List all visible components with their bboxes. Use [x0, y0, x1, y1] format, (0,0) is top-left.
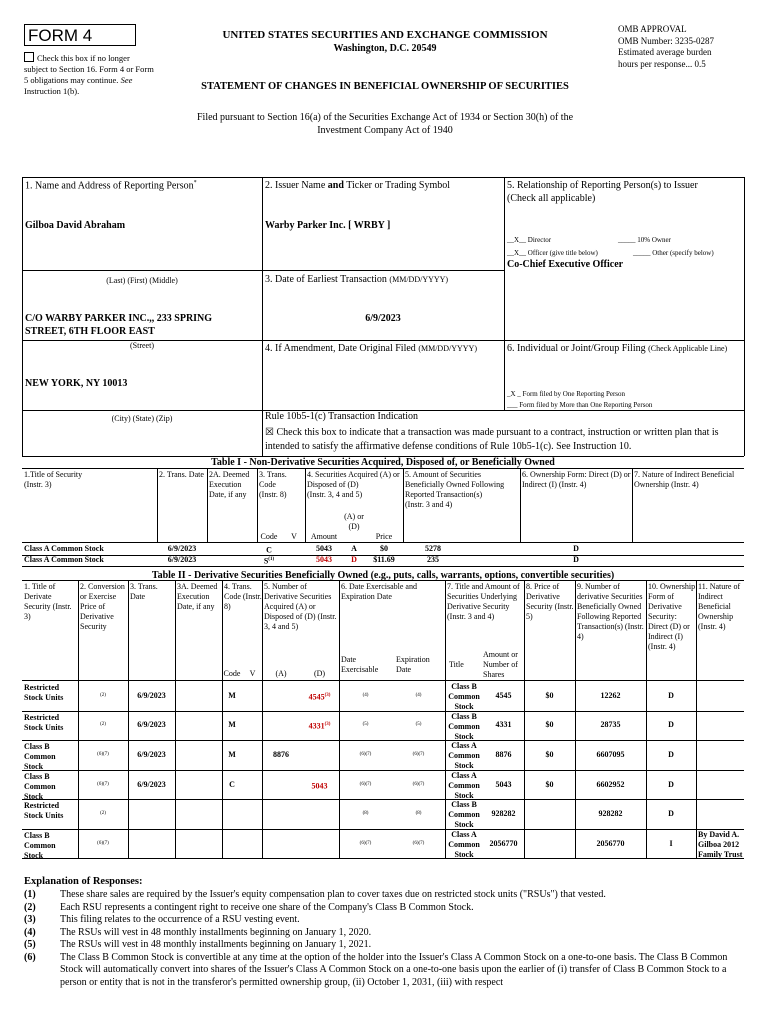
reporting-person-name: Gilboa David Abraham — [25, 220, 126, 231]
explanation-number: (6) — [24, 951, 36, 963]
rule-10b5-checkbox[interactable]: ☒ — [265, 427, 274, 438]
box4-label: 4. If Amendment, Date Original Filed (MM/DD/YYYY) — [265, 343, 477, 354]
t2-row-price: $0 — [545, 720, 554, 730]
t2-row-expiration: (6)(7) — [412, 781, 425, 787]
t2-sub-title: Title — [449, 660, 464, 669]
t2-h-owned: 9. Number of derivative Securities Beneficially Owned Following Reported Transaction(s) (Instr. 4) — [577, 582, 644, 641]
explanation-item — [24, 902, 744, 915]
t2-row-date: 6/9/2023 — [137, 779, 166, 789]
rule-10b5-text: ☒ Check this box to indicate that a transaction was made pursuant to a contract, instruction or written plan that is intended to satisfy the affirmative defense conditions of Rule 10b5-1(c). See Instruction 10. — [265, 427, 719, 452]
t1-h-deemed: 2A. Deemed Execution Date, if any — [209, 470, 250, 499]
t2-row-exercisable: (4) — [362, 692, 369, 698]
t2-row-code: M — [228, 750, 236, 759]
t1-h-acquired: 4. Securities Acquired (A) or Disposed of (D) (Instr. 3, 4 and 5) — [307, 470, 400, 499]
t1-row-aord: D — [351, 555, 357, 564]
t2-row-underlying-amount: 2056770 — [489, 838, 518, 848]
explanation-item — [24, 927, 744, 940]
t1-row-aord: A — [351, 544, 357, 553]
t1-sub-price: Price — [375, 532, 393, 541]
explanation-text: These share sales are required by the Issuer's equity compensation plan to cover taxes due on restricted stock units ("RSUs") that vested. — [60, 889, 606, 900]
t2-h-number: 5. Number of Derivative Securities Acquired (A) or Disposed of (D) (Instr. 3, 4 and 5) — [264, 582, 337, 631]
issuer-name: Warby Parker Inc. [ WRBY ] — [265, 220, 391, 231]
t2-sub-a: (A) — [275, 669, 287, 678]
t2-row-price: $0 — [545, 750, 554, 759]
t2-row-title: Class B Common Stock — [24, 742, 56, 772]
t2-row-price: $0 — [545, 779, 554, 789]
t2-row-disposed — [300, 780, 339, 792]
t1-h-title: 1.Title of Security (Instr. 3) — [24, 470, 83, 489]
t2-row-conversion: (2) — [100, 692, 106, 698]
omb-burden: Estimated average burden — [618, 47, 712, 57]
t2-row-nature: By David A. Gilboa 2012 Family Trust — [698, 830, 743, 859]
rule-10b5-title: Rule 10b5-1(c) Transaction Indication — [265, 411, 419, 422]
t2-row-exercisable: (6)(7) — [359, 781, 372, 787]
t1-h-amount-owned: 5. Amount of Securities Beneficially Owned Following Reported Transaction(s) (Instr. 3 and 4) — [405, 470, 505, 509]
form-title: FORM 4 — [24, 24, 136, 46]
t2-h-price: 8. Price of Derivative Security (Instr. 5) — [526, 582, 574, 621]
filed-pursuant — [130, 111, 640, 137]
t2-h-date: 3. Trans. Date — [130, 582, 158, 601]
t2-row-exercisable: (5) — [362, 722, 369, 728]
t2-row-owned: 28735 — [600, 720, 621, 730]
table2-row-divider — [22, 799, 744, 800]
t1-row-code — [257, 544, 281, 556]
t2-row-underlying-amount: 4331 — [495, 720, 512, 730]
t1-h-nature: 7. Nature of Indirect Beneficial Ownership (Instr. 4) — [634, 470, 735, 489]
t2-h-ownership-form: 10. Ownership Form of Derivative Security: Direct (D) or Indirect (I) (Instr. 4) — [648, 582, 696, 651]
t1-sub-code: Code — [260, 532, 278, 541]
omb-approval-box — [618, 24, 758, 70]
t2-row-conversion: (2) — [100, 811, 106, 817]
t2-row-owned: 928282 — [598, 809, 623, 819]
t1-row-price: $11.69 — [373, 555, 395, 564]
t1-sub-v: V — [291, 532, 297, 541]
street-address: C/O WARBY PARKER INC.,, 233 SPRING STREET, 6TH FLOOR EAST — [25, 313, 213, 337]
explanation-number: (2) — [24, 901, 36, 913]
t2-row-underlying-amount: 5043 — [495, 779, 512, 789]
t1-row-title: Class A Common Stock — [24, 555, 104, 564]
t2-row-underlying-title: Class B Common Stock — [448, 711, 480, 741]
t2-row-form: I — [669, 838, 673, 848]
ten-percent-owner-checkbox[interactable]: _____ 10% Owner — [618, 236, 671, 244]
t1-row-price: $0 — [380, 544, 388, 553]
name-parts-label: (Last) (First) (Middle) — [106, 276, 178, 285]
t2-row-form: D — [668, 720, 674, 730]
t2-sub-exercisable: Date Exercisable — [341, 655, 379, 674]
t2-row-disposed-value: 4331 — [308, 722, 325, 732]
explanation-item — [24, 889, 744, 902]
t1-row-code — [257, 555, 281, 567]
t2-row-title: Restricted Stock Units — [24, 801, 64, 821]
agency-city: Washington, D.C. 20549 — [333, 43, 437, 54]
t1-h-ownership-form: 6. Ownership Form: Direct (D) or Indirect (I) (Instr. 4) — [522, 470, 631, 489]
t2-sub-d: (D) — [313, 669, 326, 678]
agency-name: UNITED STATES SECURITIES AND EXCHANGE COMMISSION — [222, 29, 548, 41]
explanation-title: Explanation of Responses: — [24, 876, 143, 887]
t2-row-disposed-footnote: (3) — [324, 722, 331, 728]
t2-h-nature: 11. Nature of Indirect Beneficial Ownership (Instr. 4) — [698, 582, 741, 631]
t2-row-acquired: 8876 — [273, 750, 289, 759]
filed-line-2: Investment Company Act of 1940 — [317, 125, 453, 136]
box2-label: 2. Issuer Name and Ticker or Trading Symbol — [265, 180, 451, 191]
explanation-number: (4) — [24, 926, 36, 938]
explanation-text: This filing relates to the occurrence of a RSU vesting event. — [60, 914, 300, 925]
city-state-zip-label: (City) (State) (Zip) — [111, 414, 173, 423]
t1-row-form: D — [573, 555, 579, 564]
t2-row-owned: 6602952 — [596, 779, 625, 789]
one-reporting-person-option[interactable]: _X _ Form filed by One Reporting Person — [507, 390, 626, 398]
no-longer-subject-note: Check this box if no longer subject to Section 16. Form 4 or Form 5 obligations may continue. See Instruction 1(b). — [24, 53, 154, 96]
t2-row-code: M — [228, 720, 236, 730]
t2-row-conversion: (2) — [100, 722, 106, 728]
t2-h-conversion: 2. Conversion or Exercise Price of Derivative Security — [80, 582, 125, 631]
explanation-item — [24, 952, 744, 990]
table2-row-divider — [22, 711, 744, 712]
t2-row-exercisable: (8) — [362, 811, 369, 817]
t2-row-underlying-title: Class A Common Stock — [448, 770, 480, 800]
explanation-number: (5) — [24, 939, 36, 950]
t2-row-underlying-title: Class B Common Stock — [448, 800, 480, 830]
table2-row-divider — [22, 740, 744, 741]
statement-title: STATEMENT OF CHANGES IN BENEFICIAL OWNERSHIP OF SECURITIES — [201, 81, 569, 92]
t2-row-form: D — [668, 750, 674, 759]
t2-row-underlying-amount: 928282 — [491, 809, 516, 819]
t1-row-code-footnote: (1) — [268, 557, 275, 562]
t2-row-form: D — [668, 809, 674, 819]
t2-row-owned: 6607095 — [596, 750, 625, 759]
t2-row-title: Class B Common Stock — [24, 831, 56, 860]
explanation-list — [24, 889, 744, 989]
t2-row-code: M — [228, 690, 236, 700]
t2-row-underlying-title: Class A Common Stock — [448, 830, 480, 859]
t2-row-underlying-title: Class B Common Stock — [448, 682, 480, 711]
t2-row-expiration: (5) — [415, 722, 422, 728]
t1-row-owned: 5278 — [425, 544, 441, 553]
more-reporting-persons-option[interactable]: ___ Form filed by More than One Reporting Person — [507, 401, 653, 409]
t2-row-date: 6/9/2023 — [137, 720, 166, 730]
t2-row-disposed-value: 4545 — [308, 692, 325, 702]
box3-label: 3. Date of Earliest Transaction (MM/DD/YYYY) — [265, 274, 449, 285]
t2-row-disposed-value: 5043 — [311, 781, 328, 791]
t2-row-date: 6/9/2023 — [137, 750, 166, 759]
table2-row-divider — [22, 829, 744, 830]
t2-h-title: 1. Title of Derivate Security (Instr. 3) — [24, 582, 72, 621]
t1-row-title: Class A Common Stock — [24, 544, 104, 553]
t2-row-code: C — [229, 779, 235, 789]
t2-row-form: D — [668, 690, 674, 700]
t2-row-conversion: (6)(7) — [97, 781, 109, 787]
t2-row-expiration: (4) — [415, 692, 422, 698]
explanation-text: The Class B Common Stock is convertible at any time at the option of the holder into the Issuer's Class A Common Stock on a one-to-one basis. The Class B Common Stock will automatically convert into shares of the Issuer's Class A Common Stock on a one-to-one basis upon the earlier of (i) transfer of Class B Common Stock to a person or entity that is not in the transferor's permitted ownership group, (ii) October 1, 2031, (iii) with respect — [60, 951, 728, 988]
box5-label: 5. Relationship of Reporting Person(s) to Issuer (Check all applicable) — [507, 180, 698, 204]
t1-h-date: 2. Trans. Date — [159, 470, 204, 479]
t2-row-date: 6/9/2023 — [137, 690, 166, 700]
other-checkbox[interactable]: _____ Other (specify below) — [633, 249, 714, 257]
t2-row-expiration: (6)(7) — [412, 752, 425, 757]
no-longer-subject-checkbox[interactable] — [24, 52, 34, 62]
t2-row-disposed — [300, 691, 339, 703]
explanation-item — [24, 939, 744, 952]
t1-row-form: D — [573, 544, 579, 553]
t1-row-date: 6/9/2023 — [167, 544, 197, 553]
t2-row-expiration: (6)(7) — [412, 840, 425, 846]
t2-sub-amount: Amount or Number of Shares — [483, 650, 518, 679]
box1-label: 1. Name and Address of Reporting Person* — [25, 180, 197, 192]
t1-row-code-value: S — [263, 556, 269, 566]
city-state-zip: NEW YORK, NY 10013 — [25, 378, 128, 389]
table2-row-divider — [22, 770, 744, 771]
explanation-number: (1) — [24, 889, 36, 900]
t2-h-code: 4. Trans. Code (Instr. 8) — [224, 582, 262, 611]
explanation-text: The RSUs will vest in 48 monthly installments beginning on January 1, 2021. — [60, 939, 372, 950]
t1-sub-aord: (A) or (D) — [344, 512, 364, 531]
t1-h-code: 3. Trans. Code (Instr. 8) — [259, 470, 287, 499]
t2-row-expiration: (8) — [415, 811, 422, 817]
explanation-item — [24, 914, 744, 927]
box6-label: 6. Individual or Joint/Group Filing (Check Applicable Line) — [507, 343, 728, 354]
t2-row-underlying-title: Class A Common Stock — [448, 741, 480, 771]
omb-hours: hours per response... 0.5 — [618, 58, 706, 69]
t2-row-form: D — [668, 779, 674, 789]
omb-title: OMB APPROVAL — [618, 24, 687, 34]
t2-h-exercisable: 6. Date Exercisable and Expiration Date — [341, 582, 417, 601]
t2-row-exercisable: (6)(7) — [359, 752, 372, 757]
t2-row-conversion: (6)(7) — [97, 840, 109, 846]
t2-row-disposed — [300, 720, 339, 732]
earliest-transaction-date: 6/9/2023 — [365, 313, 401, 324]
table1-title: Table I - Non-Derivative Securities Acquired, Disposed of, or Beneficially Owned — [211, 457, 555, 468]
t1-sub-amount: Amount — [310, 532, 338, 541]
filed-line-1: Filed pursuant to Section 16(a) of the Securities Exchange Act of 1934 or Section 30(h) of the — [196, 112, 574, 123]
t2-sub-code: Code — [223, 669, 241, 678]
explanation-text: The RSUs will vest in 48 monthly installments beginning on January 1, 2020. — [60, 926, 372, 938]
t2-row-price: $0 — [545, 690, 554, 700]
t1-row-code-value: C — [266, 545, 272, 555]
t2-row-conversion: (6)(7) — [97, 752, 109, 757]
omb-number: OMB Number: 3235-0287 — [618, 35, 714, 46]
street-label: (Street) — [130, 341, 154, 350]
t2-row-title: Class B Common Stock — [24, 771, 56, 801]
t2-row-underlying-amount: 8876 — [495, 750, 512, 759]
t2-row-exercisable: (6)(7) — [359, 840, 372, 846]
explanation-number: (3) — [24, 914, 36, 925]
officer-checkbox[interactable]: __X__ Officer (give title below) — [507, 249, 598, 257]
t2-h-underlying: 7. Title and Amount of Securities Underlying Derivative Security (Instr. 3 and 4) — [447, 582, 520, 621]
t2-sub-v: V — [249, 669, 256, 678]
explanation-text: Each RSU represents a contingent right to receive one share of the Company's Class B Common Stock. — [60, 901, 474, 913]
t1-row-owned: 235 — [427, 555, 439, 564]
t2-row-owned: 12262 — [600, 690, 621, 700]
t2-row-title: Restricted Stock Units — [24, 712, 64, 732]
table2-title: Table II - Derivative Securities Beneficially Owned (e.g., puts, calls, warrants, options, convertible securities) — [151, 570, 615, 581]
t2-sub-expiration: Expiration Date — [396, 655, 430, 674]
director-checkbox[interactable]: __X__ Director — [507, 236, 552, 244]
t2-row-underlying-amount: 4545 — [495, 690, 512, 700]
t1-row-date: 6/9/2023 — [167, 555, 197, 564]
t1-row-amount: 5043 — [316, 555, 332, 564]
t2-row-owned: 2056770 — [596, 838, 625, 848]
t2-h-deemed: 3A. Deemed Execution Date, if any — [177, 582, 218, 611]
officer-title: Co-Chief Executive Officer — [507, 259, 624, 270]
t2-row-disposed-footnote: (3) — [324, 692, 331, 698]
t1-row-amount: 5043 — [316, 544, 332, 553]
t2-row-title: Restricted Stock Units — [24, 683, 64, 702]
